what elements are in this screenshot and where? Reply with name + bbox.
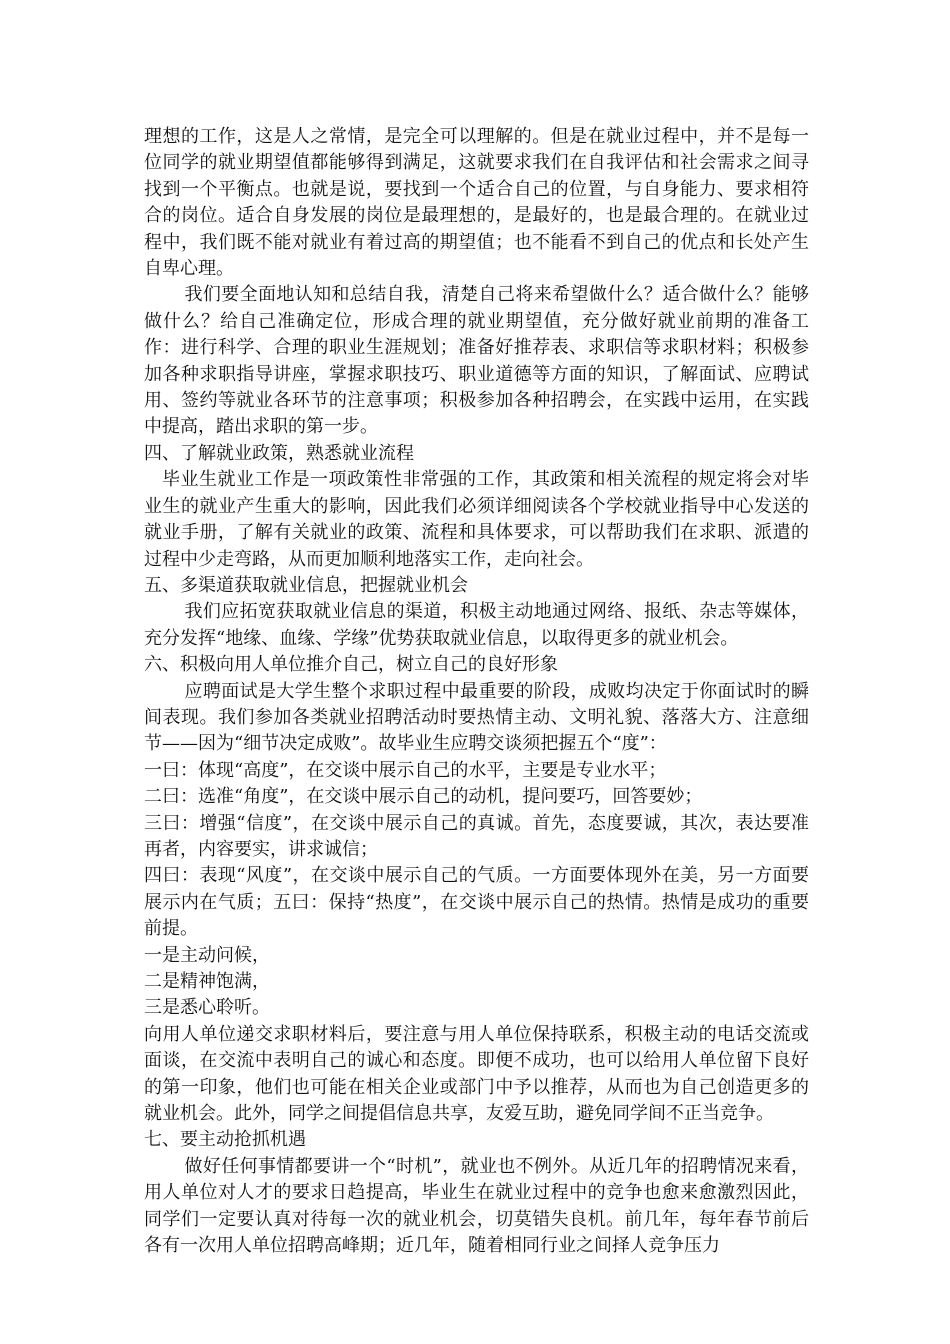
paragraph-self-knowledge: 我们要全面地认知和总结自我，清楚自己将来希望做什么？适合做什么？能够做什么？给自己准确定位，形成合理的就业期望值，充分做好就业前期的准备工作：进行科学、合理的职业生涯规划；准备好推荐表、求职信等求职材料；积极参加各种求职指导讲座，掌握求职技巧、职业道德等方面的知识，了解面试、应聘试用、签约等就业各环节的注意事项；积极参加各种招聘会，在实践中运用，在实践中提高，踏出求职的第一步。: [144, 284, 809, 438]
paragraph-channels: 我们应拓宽获取就业信息的渠道，积极主动地通过网络、报纸、杂志等媒体，充分发挥“地缘、血缘、学缘”优势获取就业信息，以取得更多的就业机会。: [144, 601, 809, 649]
section-heading-6: 六、积极向用人单位推介自己，树立自己的良好形象: [144, 654, 558, 676]
paragraph-timing: 做好任何事情都要讲一个“时机”，就业也不例外。从近几年的招聘情况来看，用人单位对人才的要求日趋提高，毕业生在就业过程中的竞争也愈来愈激烈因此，同学们一定要认真对待每一次的就业机会，切莫错失良机。前几年，每年春节前后各有一次用人单位招聘高峰期；近几年，随着相同行业之间择人竞争压力: [144, 1155, 809, 1257]
section-heading-5: 五、多渠道获取就业信息，把握就业机会: [144, 574, 468, 596]
paragraph-expectation: 理想的工作，这是人之常情，是完全可以理解的。但是在就业过程中，并不是每一位同学的就业期望值都能够得到满足，这就要求我们在自我评估和社会需求之间寻找到一个平衡点。也就是说，要找到一个适合自己的位置，与自身能力、要求相符合的岗位。适合自身发展的岗位是最理想的，是最好的，也是最合理的。在就业过程中，我们既不能对就业有着过高的期望值；也不能看不到自己的优点和长处产生自卑心理。: [144, 126, 809, 280]
list-item-degree-3: 三曰：增强“信度”，在交谈中展示自己的真诚。首先，态度要诚，其次，表达要准再者，内容要实，讲求诚信；: [144, 812, 809, 860]
list-item-greeting: 一是主动问候，: [144, 944, 270, 966]
list-item-degree-2: 二曰：选准“角度”，在交谈中展示自己的动机，提问要巧，回答要妙；: [144, 786, 703, 808]
list-item-degree-4-5: 四曰：表现“风度”，在交谈中展示自己的气质。一方面要体现外在美，另一方面要展示内在气质；五曰：保持“热度”，在交谈中展示自己的热情。热情是成功的重要前提。: [144, 865, 809, 940]
list-item-listen: 三是悉心聆听。: [144, 997, 270, 1019]
document-page: [144, 124, 809, 1259]
list-item-degree-1: 一曰：体现“高度”，在交谈中展示自己的水平，主要是专业水平；: [144, 759, 667, 781]
paragraph-followup: 向用人单位递交求职材料后，要注意与用人单位保持联系，积极主动的电话交流或面谈，在交流中表明自己的诚心和态度。即便不成功，也可以给用人单位留下良好的第一印象，他们也可能在相关企业或部门中予以推荐，从而也为自己创造更多的就业机会。此外，同学之间提倡信息共享，友爱互助，避免同学间不正当竞争。: [144, 1023, 809, 1125]
paragraph-interview: 应聘面试是大学生整个求职过程中最重要的阶段，成败均决定于你面试时的瞬间表现。我们参加各类就业招聘活动时要热情主动、文明礼貌、落落大方、注意细节——因为“细节决定成败”。故毕业生应聘交谈须把握五个“度”：: [144, 680, 809, 755]
list-item-spirit: 二是精神饱满，: [144, 971, 270, 992]
section-heading-4: 四、了解就业政策，熟悉就业流程: [144, 442, 414, 464]
paragraph-policy: 毕业生就业工作是一项政策性非常强的工作，其政策和相关流程的规定将会对毕业生的就业产生重大的影响，因此我们必须详细阅读各个学校就业指导中心发送的就业手册，了解有关就业的政策、流程和具体要求，可以帮助我们在求职、派遣的过程中少走弯路，从而更加顺利地落实工作，走向社会。: [144, 469, 809, 570]
section-heading-7: 七、要主动抢抓机遇: [144, 1129, 306, 1151]
